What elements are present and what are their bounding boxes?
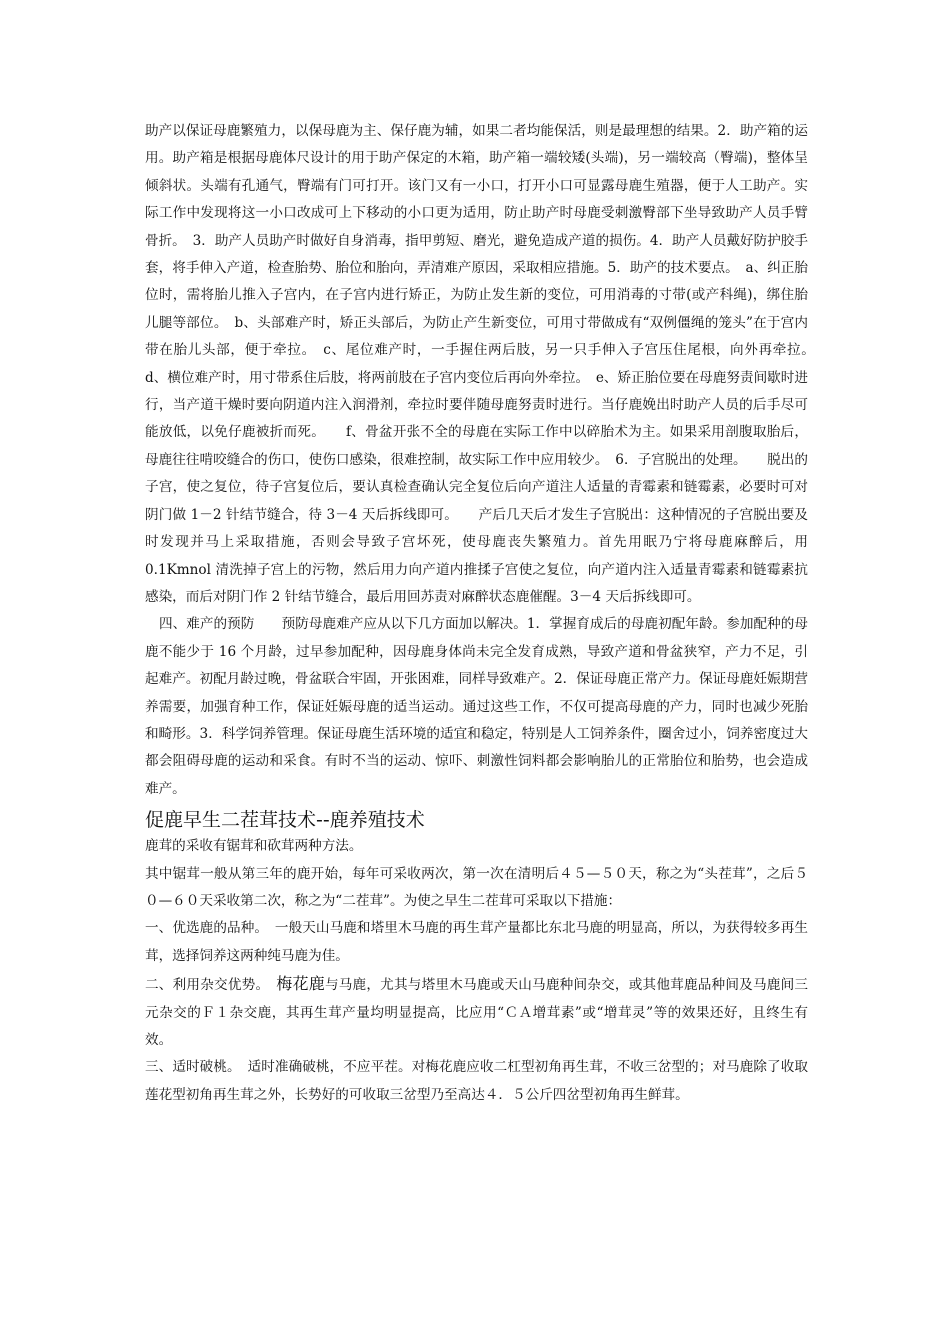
document-page <box>145 118 822 1109</box>
measure-2-title: 二、利用杂交优势。 <box>145 977 277 994</box>
sika-deer-term: 梅花鹿 <box>276 974 325 994</box>
measure-3-timely-cutting: 三、适时破桃。 适时准确破桃，不应平茬。对梅花鹿应收二杠型初角再生茸，不收三岔型的；对马鹿除了收取莲花型初角再生茸之外，长势好的可收取三岔型乃至高达４．５公斤四岔型初角再生鲜茸。 <box>145 1059 808 1103</box>
harvest-schedule-paragraph: 其中锯茸一般从第三年的鹿开始，每年可采收两次，第一次在清明后４５—５０天，称之为“头茬茸”，之后５０—６０天采收第二次，称之为“二茬茸”。为使之早生二茬茸可采取以下措施： <box>145 865 808 909</box>
article-heading: 促鹿早生二茬茸技术--鹿养殖技术 <box>145 809 425 832</box>
intro-line: 鹿茸的采收有锯茸和砍茸两种方法。 <box>145 838 363 855</box>
body-paragraph-dystocia-prevention: 四、难产的预防 预防母鹿难产应从以下几方面加以解决。1．掌握育成后的母鹿初配年龄。参加配种的母鹿不能少于 16 个月龄，过早参加配种，因母鹿身体尚未完全发育成熟，导致产道和骨盆狭窄，产力不足，引起难产。初配月龄过晚，骨盆联合牢固，开张困难，同样导致难产。2．保证母鹿正常产力。保证母鹿妊娠期营养需要，加强育种工作，保证妊娠母鹿的适当运动。通过这些工作，不仅可提高母鹿的产力，同时也减少死胎和畸形。3．科学饲养管理。保证母鹿生活环境的适宜和稳定，特别是人工饲养条件，圈舍过小，饲养密度过大都会阻碍母鹿的运动和采食。有时不当的运动、惊吓、刺激性饲料都会影响胎儿的正常胎位和胎势，也会造成难产。 <box>145 616 808 797</box>
measure-1-breed-selection: 一、优选鹿的品种。 一般天山马鹿和塔里木马鹿的再生茸产量都比东北马鹿的明显高，所以，为获得较多再生茸，选择饲养这两种纯马鹿为佳。 <box>145 920 808 964</box>
body-paragraph-delivery-assistance: 助产以保证母鹿繁殖力，以保母鹿为主、保仔鹿为辅，如果二者均能保活，则是最理想的结果。2．助产箱的运用。助产箱是根据母鹿体尺设计的用于助产保定的木箱，助产箱一端较矮(头端)，另一端较高（臀端)，整体呈倾斜状。头端有孔通气，臀端有门可打开。该门又有一小口，打开小口可显露母鹿生殖器，便于人工助产。实际工作中发现将这一小口改成可上下移动的小口更为适用，防止助产时母鹿受刺激臀部下坐导致助产人员手臂骨折。 3．助产人员助产时做好自身消毒，指甲剪短、磨光，避免造成产道的损伤。4．助产人员戴好防护胶手套，将手伸入产道，检查胎势、胎位和胎向，弄清难产原因，采取相应措施。5．助产的技术要点。 a、纠正胎位时，需将胎儿推入子宫内，在子宫内进行矫正，为防止发生新的变位，可用消毒的寸带(或产科绳)，绑住胎儿腿等部位。 b、头部难产时，矫正头部后，为防止产生新变位，可用寸带做成有“双例僵绳的笼头”在于宫内带在胎儿头部，便于牵拉。 c、尾位难产时，一手握住两后肢，另一只手伸入子宫压住尾根，向外再牵拉。 d、横位难产时，用寸带系住后肢，将两前肢在子宫内变位后再向外牵拉。 e、矫正胎位要在母鹿努责间歇时进行，当产道干燥时要向阴道内注入润滑剂，牵拉时要伴随母鹿努责时进行。当仔鹿娩出时助产人员的后手尽可能放低，以免仔鹿被折而死。 f、骨盆开张不全的母鹿在实际工作中以碎胎术为主。如果采用剖腹取胎后，母鹿往往啃咬缝合的伤口，使伤口感染，很难控制，故实际工作中应用较少。 6．子宫脱出的处理。 脱出的子宫，使之复位，待子宫复位后，要认真检查确认完全复位后向产道注人适量的青霉素和链霉素，必要时可对阴门做 1－2 针结节缝合，待 3－4 天后拆线即可。 产后几天后才发生子宫脱出：这种情况的子宫脱出要及时发现并马上采取措施，否则会导致子宫坏死，使母鹿丧失繁殖力。首先用眠乃宁将母鹿麻醉后，用 0.1Kmnol 清洗掉子宫上的污物，然后用力向产道内推揉子宫使之复位，向产道内注入适量青霉素和链霉素抗感染，而后对阴门作 2 针结节缝合，最后用回苏责对麻醉状态鹿催醒。3－4 天后拆线即可。 <box>145 123 822 605</box>
measure-2-body: 与马鹿，尤其与塔里木马鹿或天山马鹿种间杂交，或其他茸鹿品种间及马鹿间三元杂交的Ｆ１杂交鹿，其再生茸产量均明显提高，比应用“ＣＡ增茸素”或“增茸灵”等的效果还好，且终生有效。 <box>145 977 808 1048</box>
measure-2-hybrid-advantage <box>145 970 808 1054</box>
